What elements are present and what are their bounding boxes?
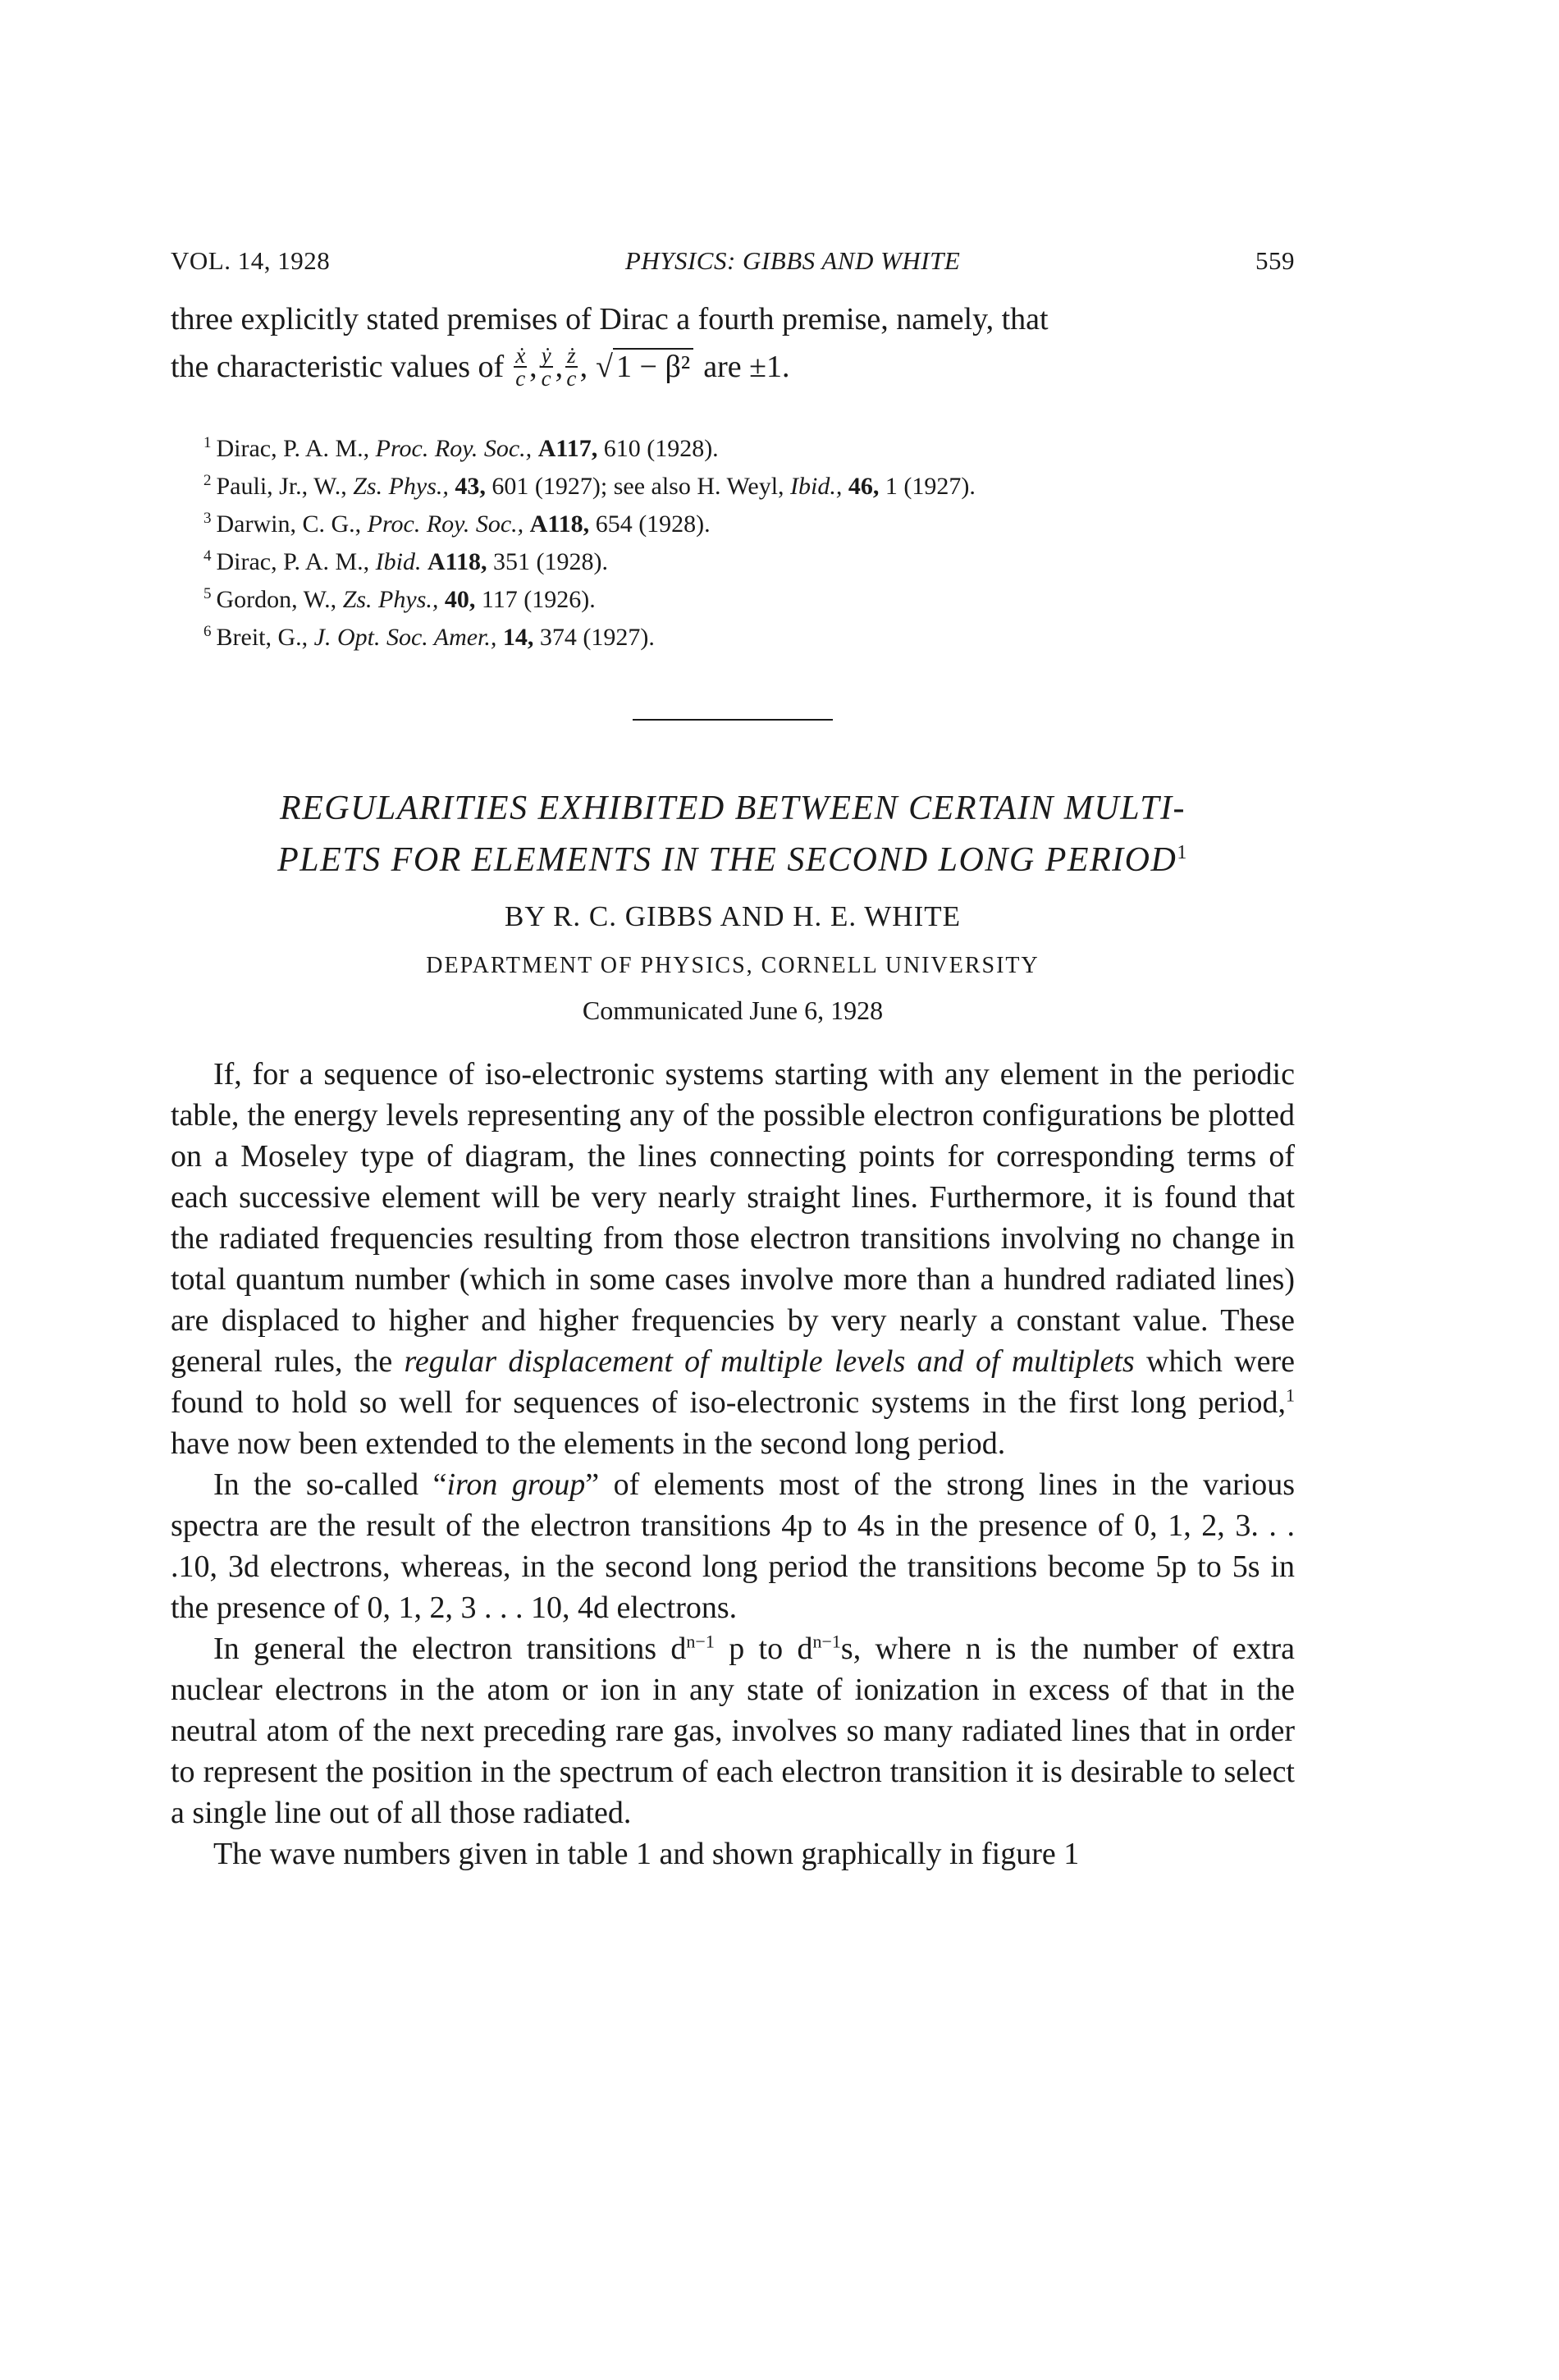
fraction-x-denominator: c xyxy=(515,366,526,391)
article-body xyxy=(171,1054,1295,1874)
article-title-line-1: REGULARITIES EXHIBITED BETWEEN CERTAIN MULTI- xyxy=(279,790,1186,827)
paragraph-3: In general the electron transitions $d^{n-1}$ p to $d^{n-1}s$, where n is the number of extra nuclear electrons in the atom or ion in any state of ionization in excess of that in the neutral atom of the next preceding rare gas, involves so many radiated lines that in order to represent the position in the spectrum of each electron transition it is desirable to select a single line out of all those radiated. xyxy=(171,1631,1295,1830)
paragraph-2: In the so-called “iron group” of elements most of the strong lines in the various spectra are the result of the electron transitions 4p to 4s in the presence of 0, 1, 2, 3. . . .10, 3d electrons, whereas, in the second long period the transitions become 5p to 5s in the presence of 0, 1, 2, 3 . . . 10, 4d electrons. xyxy=(171,1467,1295,1625)
running-head xyxy=(171,246,1295,276)
fraction-z-over-c xyxy=(565,345,578,389)
fraction-x-numerator: ẋ xyxy=(515,343,526,368)
radicand: 1 − β² xyxy=(613,348,693,384)
footnote-6: $^6$ Breit, G., J. Opt. Soc. Amer., 14, 374 (1927). xyxy=(203,623,655,651)
continued-line-2-lead: the characteristic values of xyxy=(171,350,505,384)
footnote-2: $^2$ Pauli, Jr., W., Zs. Phys., 43, 601 (1927); see also H. Weyl, Ibid., 46, 1 (1927). xyxy=(203,472,976,500)
running-title: PHYSICS: GIBBS AND WHITE xyxy=(624,246,961,275)
fraction-y-denominator: c xyxy=(541,366,551,391)
volume-label: VOL. 14, 1928 xyxy=(171,246,331,275)
journal-page xyxy=(171,246,1295,1874)
square-root-expression: √ 1 − β² xyxy=(596,346,693,387)
fraction-z-numerator: ż xyxy=(567,343,576,368)
title-footnote-ref: 1 xyxy=(1177,842,1188,863)
fraction-y-over-c xyxy=(540,345,553,389)
fraction-x-over-c xyxy=(514,345,527,389)
characteristic-values-line: the characteristic values of $\frac{\text{ẋ}}{c}$ , $\frac{\text{ẏ}}{c}$ , $\frac{ż}{c}$ , √ 1 − β² are ±1. xyxy=(171,343,790,391)
affiliation: DEPARTMENT OF PHYSICS, CORNELL UNIVERSITY xyxy=(426,953,1040,978)
paragraph-4: The wave numbers given in table 1 and shown graphically in figure 1 xyxy=(213,1837,1080,1871)
article-title-line-2: PLETS FOR ELEMENTS IN THE SECOND LONG PERIOD$^1$ xyxy=(277,841,1188,879)
section-divider xyxy=(633,719,833,721)
footnote-1: $^1$ Dirac, P. A. M., Proc. Roy. Soc., A117, 610 (1928). xyxy=(203,434,719,462)
communicated-date: Communicated June 6, 1928 xyxy=(582,995,884,1025)
byline: BY R. C. GIBBS AND H. E. WHITE xyxy=(505,900,961,932)
article-title xyxy=(171,786,1295,882)
footnote-3: $^3$ Darwin, C. G., Proc. Roy. Soc., A118, 654 (1928). xyxy=(203,510,711,538)
continued-text xyxy=(171,299,1295,389)
footnote-5: $^5$ Gordon, W., Zs. Phys., 40, 117 (1926). xyxy=(203,585,596,613)
fraction-z-denominator: c xyxy=(566,366,577,391)
paragraph-1: If, for a sequence of iso-electronic systems starting with any element in the periodic table, the energy levels representing any of the possible electron configurations be plotted on a Moseley type of diagram, the lines connecting points for corresponding terms of each successive element will be very nearly straight lines. Furthermore, it is found that the radiated frequencies resulting from those electron transitions involving no change in total quantum number (which in some cases involve more than a hundred radiated lines) are displaced to higher and higher frequencies by very nearly a constant value. These general rules, the regular displacement of multiple levels and of multiplets which were found to hold so well for sequences of iso-electronic systems in the first long period,$^1$ have now been extended to the elements in the second long period. xyxy=(171,1057,1295,1461)
continued-line-1: three explicitly stated premises of Dirac a fourth premise, namely, that xyxy=(171,302,1049,336)
page-number: 559 xyxy=(1255,246,1295,275)
footnote-4: $^4$ Dirac, P. A. M., Ibid. A118, 351 (1928). xyxy=(203,547,608,575)
fraction-y-numerator: ẏ xyxy=(541,343,551,368)
footnotes xyxy=(171,427,1295,653)
continued-line-2-tail: are ±1. xyxy=(703,350,790,384)
